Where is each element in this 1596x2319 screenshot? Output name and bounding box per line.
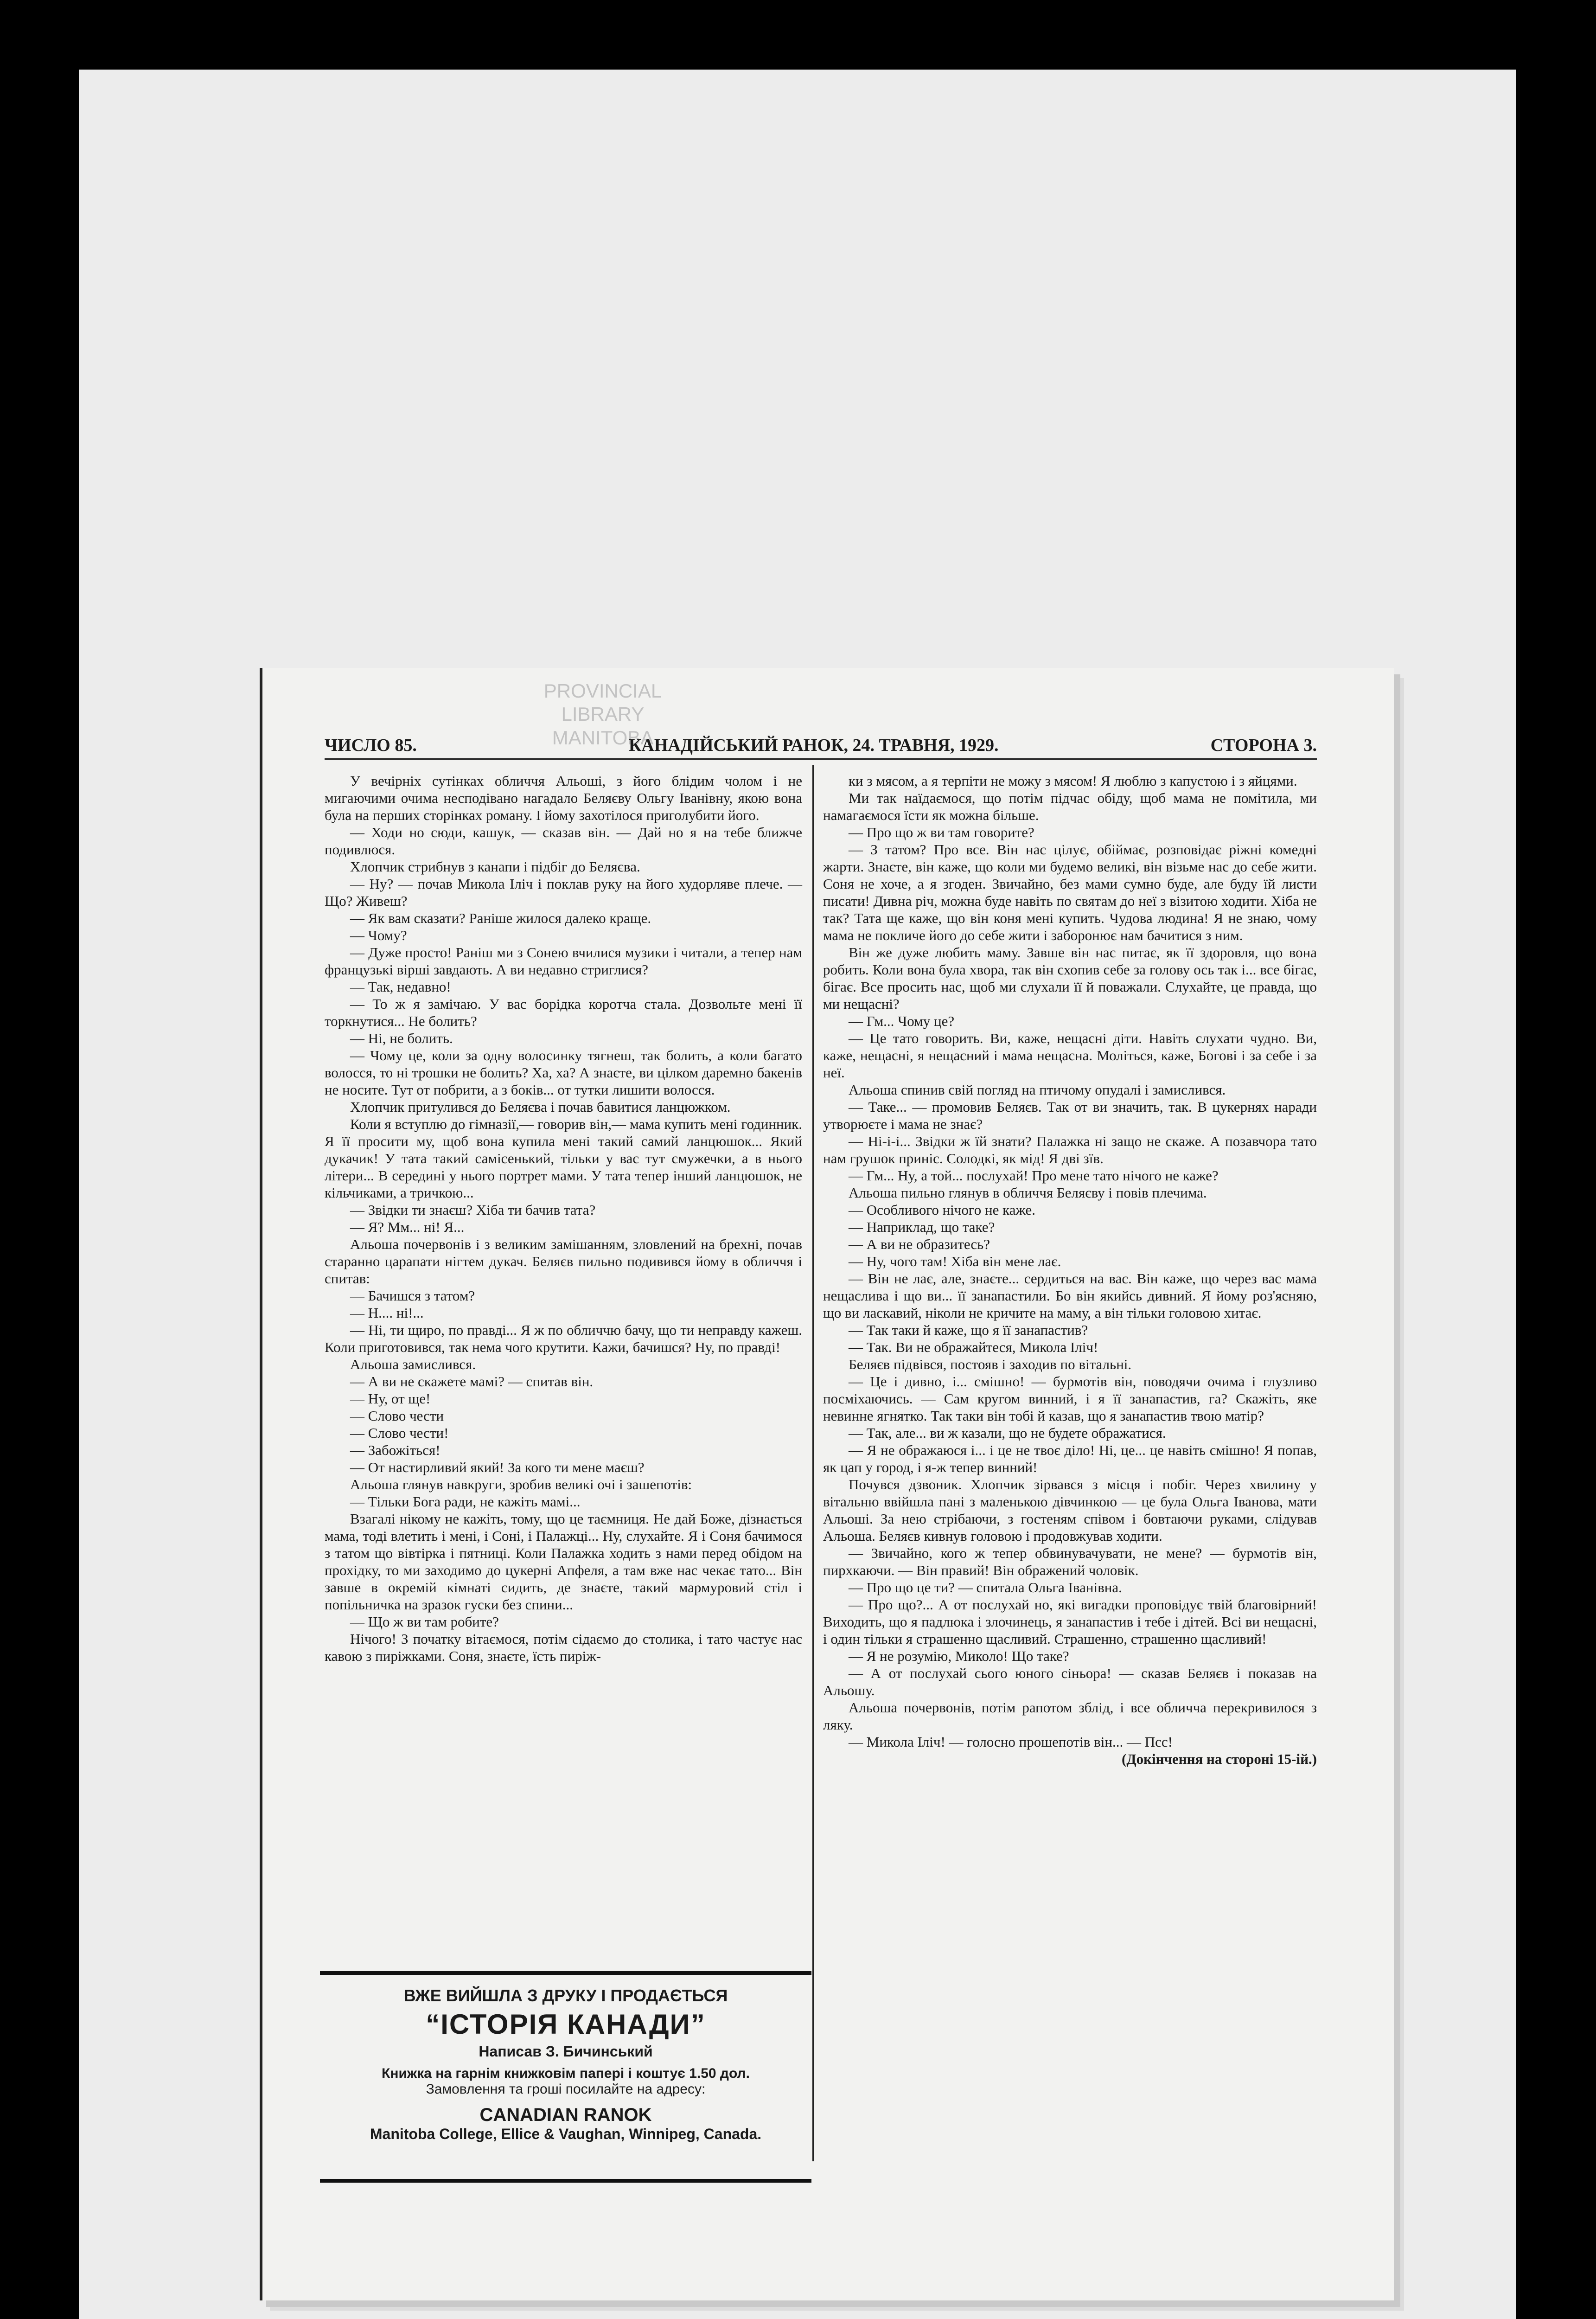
paragraph: — Це і дивно, і... смішно! — бурмотів він, поводячи очима і глузливо посміхаючись. — Сам кругом винний, і я її занапастив, га? Скажіть, яке невинне ягнятко. Так таки він тобі й казав, що я занапастив твою матір? (823, 1373, 1317, 1424)
paragraph: Взагалі нікому не кажіть, тому, що це таємниця. Не дай Боже, дізнається мама, тоді влетить і мені, і Соні, і Палажці... Ну, слухайте. Я і Соня бачимося з татом що вівтірка і пятниці. Коли Палажка ходить з нами перед обідом на прохідку, то ми заходимо до цукерні Апфеля, а там вже нас чекає тато... Він завше в окремій кімнаті сидить, де знаєте, такий мармуровий стіл і попільничка на зразок гуски без спини... (325, 1511, 802, 1613)
paragraph: — Таке... — промовив Беляєв. Так от ви значить, так. В цукернях наради утворюєте і мама не знає? (823, 1099, 1317, 1132)
stamp-line: PROVINCIAL (543, 680, 662, 702)
paragraph: — Ну? — почав Микола Іліч і поклав руку на його худорляве плече. — Що? Живеш? (325, 876, 802, 909)
paragraph: — Наприклад, що таке? (849, 1219, 995, 1235)
paragraph: — Ну, чого там! Хіба він мене лає. (849, 1253, 1061, 1269)
paragraph: — Так, недавно! (350, 979, 451, 995)
paragraph: — Це тато говорить. Ви, каже, нещасні діти. Навіть слухати чудно. Ви, каже, нещасні, я нещасний і мама нещасна. Моліться, каже, Богові і за себе і за неї. (823, 1030, 1317, 1081)
paragraph: Коли я вступлю до гімназії,— говорив він,— мама купить мені годинник. Я її просити му, щоб вона купила мені такий самий ланцюшок... Який дукачик! У тата такий самісенький, тільки у вас тут смужечки, а в нього літери... В середині у нього портрет мами. У тата тепер інший ланцюшок, не кільчиками, а тричкою... (325, 1116, 802, 1201)
ad-organization: CANADIAN RANOK (479, 2105, 652, 2125)
paragraph: — Я не розумію, Миколо! Що таке? (849, 1648, 1069, 1664)
paragraph: — Про що?... А от послухай но, які вигадки проповідує твій благовірний! Виходить, що я падлюка і злочинець, я занапастив і тебе і дітей. Всі ви нещасні, і один тільки я страшенно щасливий. Страшенно, страшенно щасливий! (823, 1596, 1317, 1647)
paragraph: Хлопчик притулився до Беляєва і почав бавитися ланцюжком. (350, 1099, 731, 1115)
paragraph: — Ну, от ще! (350, 1390, 431, 1407)
paragraph: Він же дуже любить маму. Завше він нас питає, як її здоровля, що вона робить. Коли вона була хвора, так він схопив себе за голову ось так і... все бігає, бігає. Все просить нас, щоб ми слухали її й поважали. Слухайте, це правда, що ми нещасні? (823, 944, 1317, 1012)
ad-order-note: Замовлення та гроші посилайте на адресу: (426, 2082, 706, 2097)
paragraph: Ми так наїдаємося, що потім підчас обіду, щоб мама не помітила, ми намагаємося їсти як можна більше. (823, 790, 1317, 823)
paragraph: Альоша глянув навкруги, зробив великі очі і зашепотів: (350, 1476, 692, 1493)
paragraph: — Так таки й каже, що я її занапастив? (849, 1322, 1088, 1338)
paragraph: — Він не лає, але, знаєте... сердиться на вас. Він каже, що через вас мама нещаслива і що ви... її занапастили. Бо він якийсь дивний. Я йому роз'ясняю, що ви ласкавий, ніколи не кричите на маму, а він тільки головою хитає. (823, 1270, 1317, 1321)
paragraph: Хлопчик стрибнув з канапи і підбіг до Беляєва. (350, 858, 640, 875)
continuation-note: (Докінчення на стороні 15-ій.) (1122, 1751, 1317, 1767)
paragraph: — Що ж ви там робите? (350, 1614, 499, 1630)
paragraph: — Так. Ви не ображайтеся, Микола Іліч! (849, 1339, 1098, 1355)
paragraph: Альоша спинив свій погляд на птичому опудалі і замислився. (849, 1082, 1226, 1098)
paragraph: — Про що це ти? — спитала Ольга Іванівна. (849, 1579, 1122, 1595)
paragraph: Альоша пильно глянув в обличчя Беляєву і повів плечима. (849, 1185, 1207, 1201)
ad-address: Manitoba College, Ellice & Vaughan, Winnipeg, Canada. (370, 2126, 762, 2142)
paragraph: — Про що ж ви там говорите? (849, 824, 1034, 840)
paragraph: — Слово чести (350, 1408, 444, 1424)
paragraph: Нічого! З початку вітаємося, потім сідаємо до столика, і тато частує нас кавою з пиріжками. Соня, знаєте, їсть пиріж- (325, 1631, 802, 1664)
paragraph: ки з мясом, а я терпіти не можу з мясом! Я люблю з капустою і з яйцями. (849, 773, 1297, 789)
paragraph: — Тільки Бога ради, не кажіть мамі... (350, 1493, 581, 1510)
paragraph: — Ні, ти щиро, по правді... Я ж по обличчю бачу, що ти неправду кажеш. Коли приготовився, так нема чого крутити. Кажи, бачишся? Ну, по правді! (325, 1322, 802, 1355)
paragraph: — Гм... Чому це? (849, 1013, 955, 1029)
column-divider (812, 765, 814, 2161)
paragraph: — Гм... Ну, а той... послухай! Про мене тато нічого не каже? (849, 1167, 1219, 1184)
paragraph: — А от послухай сього юного сіньора! — сказав Беляєв і показав на Альошу. (823, 1665, 1317, 1698)
paragraph: — Бачишся з татом? (350, 1288, 475, 1304)
stamp-line: LIBRARY (561, 703, 645, 725)
paragraph: — Н.... ні!... (350, 1305, 424, 1321)
paragraph: У вечірніх сутінках обличчя Альоші, з його блідим чолом і не мигаючими очима несподівано нагадало Беляєву Ольгу Іванівну, якою вона була на перших сторінках роману. І йому захотілося приголубити його. (325, 773, 802, 823)
paragraph: — То ж я замічаю. У вас борідка коротча стала. Дозвольте мені її торкнутися... Не болить? (325, 996, 802, 1029)
paragraph: Альоша замислився. (350, 1356, 476, 1372)
paragraph: — А ви не образитесь? (849, 1236, 990, 1252)
ad-book-title: “ІСТОРІЯ КАНАДИ” (426, 2009, 706, 2040)
right-column (823, 772, 1317, 1768)
paragraph: — Ні-і-і... Звідки ж їй знати? Палажка ні защо не скаже. А позавчора тато нам грушок приніс. Солодкі, як мід! Я дві зїв. (823, 1133, 1317, 1166)
paragraph: — Ходи но сюди, кашук, — сказав він. — Дай но я на тебе ближче подивлюся. (325, 824, 802, 858)
paragraph: — Чому? (350, 927, 407, 943)
page-header (325, 735, 1317, 760)
paragraph: — Особливого нічого не каже. (849, 1202, 1036, 1218)
paragraph: Почувся дзвоник. Хлопчик зірвався з місця і побіг. Через хвилину у вітальню ввійшла пані з маленькою дівчинкою — це була Ольга Іванова, мати Альоші. За нею стрібаючи, з гостеням співом і бовтаючи руками, слідував Альоша. Беляєв кивнув головою і продовжував ходити. (823, 1476, 1317, 1544)
ad-author: Написав З. Бичинський (479, 2043, 653, 2060)
ad-price: Книжка на гарнім книжковім папері і коштує 1.50 дол. (382, 2066, 750, 2081)
book-advertisement (320, 1971, 811, 2183)
newspaper-title: КАНАДІЙСЬКИЙ РАНОК, 24. ТРАВНЯ, 1929. (628, 736, 999, 755)
paragraph: — Слово чести! (350, 1425, 449, 1441)
stamp-line: MANITOBA (552, 726, 654, 749)
paragraph: — З татом? Про все. Він нас цілує, обіймає, розповідає ріжні комедні жарти. Знаєте, він каже, що коли ми будемо великі, він візьме нас до себе жити. Соня не хоче, а я згоден. Звичайно, без мами сумно буде, але буду їй листи писати! Дивна річ, можна буде навіть по святам до неї з візитою ходити. Хіба не так? Тата ще каже, що він коня мені купить. Чудова людина! Я не знаю, чому мама не покличе його до себе жити і заборонює нам бачитися з ним. (823, 841, 1317, 943)
paragraph: — Забожіться! (350, 1442, 440, 1458)
paragraph: — От настирливий який! За кого ти мене маєш? (350, 1459, 645, 1475)
paragraph: — А ви не скажете мамі? — спитав він. (350, 1373, 594, 1390)
page-number: СТОРОНА 3. (1210, 736, 1317, 755)
paragraph: — Так, але... ви ж казали, що не будете ображатися. (849, 1425, 1166, 1441)
paragraph: — Ні, не болить. (350, 1030, 453, 1046)
paragraph: Беляєв підвівся, постояв і заходив по вітальні. (849, 1356, 1132, 1372)
paragraph: — Звідки ти знаєш? Хіба ти бачив тата? (350, 1202, 596, 1218)
paragraph: — Я не ображаюся і... і це не твоє діло! Ні, це... це навіть смішно! Я попав, як цап у город, і я-ж тепер винний! (823, 1442, 1317, 1475)
paragraph: — Як вам сказати? Раніше жилося далеко краще. (350, 910, 651, 926)
paragraph: — Чому це, коли за одну волосинку тягнеш, так болить, а коли багато волосся, то ні трошки не болить? Ха, ха? А знаєте, ви цілком даремно бакенів не носите. Тут от побрити, а з боків... от тутки лишити волосся. (325, 1047, 802, 1098)
paragraph: — Микола Іліч! — голосно прошепотів він... — Псс! (849, 1734, 1173, 1750)
paragraph: Альоша почервонів, потім рапотом зблід, і все обличча перекривилося з ляку. (823, 1699, 1317, 1733)
paragraph: Альоша почервонів і з великим замішанням, зловлений на брехні, почав старанно царапати нігтем дукач. Беляєв пильно подивився йому в обличчя і спитав: (325, 1236, 802, 1287)
left-column (325, 772, 802, 1665)
paragraph: — Дуже просто! Раніш ми з Сонею вчилися музики і читали, а тепер нам французькі вірші завдають. А ви недавно стриглися? (325, 944, 802, 978)
issue-number: ЧИСЛО 85. (325, 736, 417, 755)
paragraph: — Я? Мм... ні! Я... (350, 1219, 465, 1235)
paragraph: — Звичайно, кого ж тепер обвинувачувати, не мене? — бурмотів він, пирхкаючи. — Він правий! Він ображений чоловік. (823, 1545, 1317, 1578)
ad-headline: ВЖЕ ВИЙШЛА З ДРУКУ І ПРОДАЄТЬСЯ (403, 1986, 728, 2005)
